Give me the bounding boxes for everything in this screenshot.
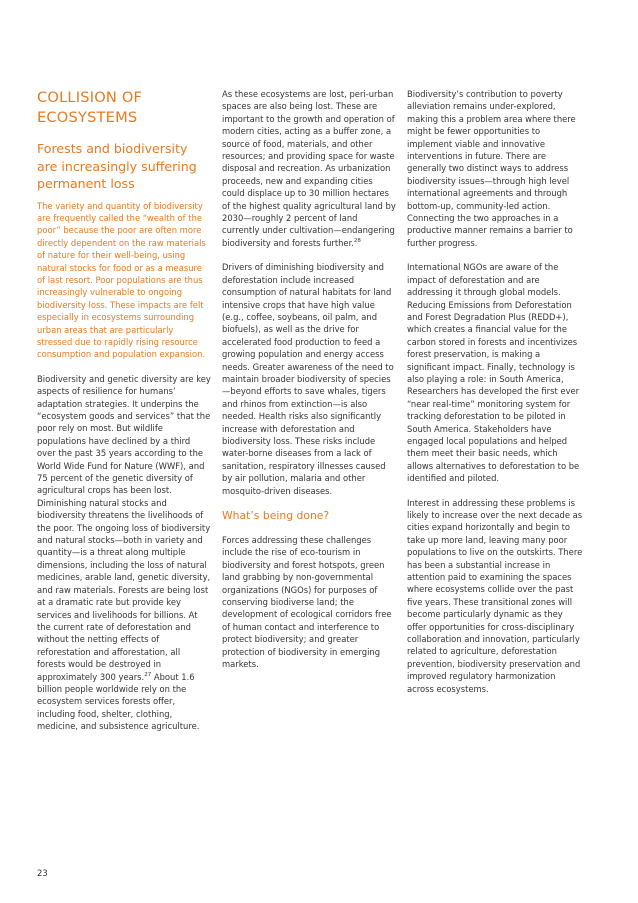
intro-paragraph: The variety and quantity of biodiversity are frequently called the “wealth of the poor” because the poor are often more directly dependent on the raw materials of nature for their well-being, using natural stocks for food or as a measure of last resort. Poor populations are thus increasingly vulnerable to ongoing biodiversity loss. These impacts are felt especially in ecosystems surrounding urban areas that are particularly stressed due to rapidly rising resource consumption and population expansion. [37, 200, 206, 360]
column-middle [222, 88, 396, 682]
body-paragraph-drivers: Drivers of diminishing biodiversity and deforestation include increased consumption of natural habitats for land intensive crops that have high value (e.g., coffee, soybeans, oil palm, and biofuels), as well as the drive for accelerated food production to feed a growing population and energy access needs. Greater awareness of the need to maintain broader biodiversity of species—beyond efforts to save whales, tigers and rhinos from extinction—is also needed. Health risks also significantly increase with deforestation and biodiversity loss. These risks include water-borne diseases from a lack of sanitation, respiratory illnesses caused by air pollution, malaria and other mosquito-driven diseases. [222, 262, 394, 496]
footnote-ref[interactable]: 27 [144, 671, 152, 678]
section-subtitle: Forests and biodiversity are increasingly suffering permanent loss [37, 141, 197, 191]
page-number: 23 [37, 868, 48, 878]
paragraph-text: Biodiversity and genetic diversity are key aspects of resilience for humans’ adaptation strategies. It underpins the “ecosystem goods and services” that the poor rely on most. But wildlife populations have declined by a third over the past 35 years according to the World Wide Fund for Nature (WWF), and 75 percent of the genetic diversity of agricultural crops has been lost. Diminishing natural stocks and biodiversity threatens the livelihoods of the poor. The ongoing loss of biodiversity and natural stocks—both in variety and quantity—is a threat along multiple dimensions, including the loss of natural medicines, arable land, genetic diversity, and raw materials. Forests are being lost at a dramatic rate but provide key services and livelihoods for billions. At the current rate of deforestation and without the netting effects of reforestation and afforestation, all forests would be destroyed in approximately 300 years. [37, 373, 211, 682]
paragraph-text-tail: About 1.6 billion people worldwide rely on the ecosystem services forests offer, including food, shelter, clothing, medicine, and subsistence agriculture. [37, 671, 200, 732]
paragraph-text: As these ecosystems are lost, peri-urban spaces are also being lost. These are important to the growth and operation of modern cities, acting as a buffer zone, a source of food, materials, and other resources; and providing space for waste disposal and recreation. As urbanization proceeds, new and expanding cities could displace up to 30 million hectares of the highest quality agricultural land by 2030—roughly 2 percent of land currently under cultivation—endangering biodiversity and forests further. [222, 89, 396, 248]
body-paragraph-interest: Interest in addressing these problems is likely to increase over the next decade as cities expand horizontally and begin to take up more land, leaving many poor populations to live on the outskirts. There has been a substantial increase in attention paid to examining the spaces where ecosystems collide over the past five years. These transitional zones will become particularly dynamic as they offer opportunities for cross-disciplinary collaboration and innovation, particularly related to agriculture, deforestation prevention, biodiversity preservation and improved regulatory harmonization across ecosystems. [407, 497, 583, 694]
body-paragraph-poverty: Biodiversity’s contribution to poverty alleviation remains under-explored, making this a problem area where there might be fewer opportunities to implement viable and innovative interventions in future. There are generally two distinct ways to address biodiversity issues—through high level international agreements and through bottom-up, community-led action. Connecting the two approaches in a productive manner remains a barrier to further progress. [407, 89, 576, 248]
body-paragraph-resilience [37, 373, 211, 733]
footnote-ref[interactable]: 28 [353, 238, 361, 245]
column-left [37, 88, 211, 745]
column-right [407, 88, 583, 707]
body-paragraph-ngos: International NGOs are aware of the impact of deforestation and are addressing it through global models. Reducing Emissions from Deforestation and Forest Degradation Plus (REDD+), which creates a financial value for the carbon stored in forests and incentivizes forest preservation, is making a significant impact. Finally, technology is also playing a role: in South America, Researchers has developed the first ever “near real-time” monitoring system for tracking deforestation to be piloted in South America. Stakeholders have engaged local populations and helped them meet their basic needs, which allows alternatives to deforestation to be identified and piloted. [407, 262, 580, 484]
body-paragraph-forces: Forces addressing these challenges include the rise of eco-tourism in biodiversity and forest hotspots, green land grabbing by non-governmental organizations (NGOs) for purposes of conserving biodiverse land; the development of ecological corridors free of human contact and interference to protect biodiversity; and greater protection of biodiversity in emerging markets. [222, 535, 392, 670]
subheading-whats-being-done: What’s being done? [222, 509, 330, 522]
body-paragraph-peri-urban [222, 88, 396, 249]
section-title: COLLISION OF ECOSYSTEMS [37, 89, 143, 126]
